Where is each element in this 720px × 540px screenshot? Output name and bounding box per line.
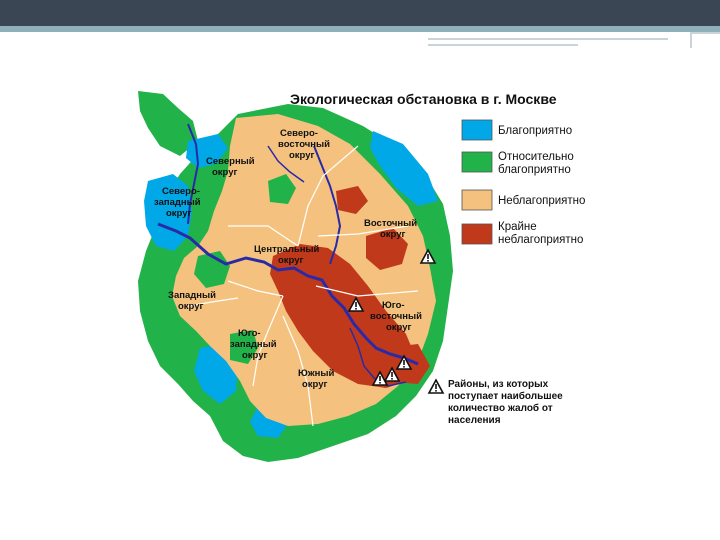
legend-label-relatively-favorable: Относительно благоприятно <box>498 151 574 176</box>
map-canvas <box>118 86 618 466</box>
warning-triangle-icon <box>429 380 443 393</box>
legend-swatch-favorable <box>462 120 492 140</box>
district-label-severny: Северный округ <box>206 156 255 178</box>
decorative-line <box>428 44 578 46</box>
district-label-centralny: Центральный округ <box>254 244 320 266</box>
district-label-severo-zapadny: Северо- западный округ <box>154 186 201 219</box>
district-label-yuzhny: Южный округ <box>298 368 335 390</box>
district-label-severo-vostochny: Северо- восточный округ <box>278 128 330 161</box>
complaints-note: Районы, из которых поступает наибольшее количество жалоб от населения <box>448 379 563 426</box>
district-label-yugo-zapadny: Юго- западный округ <box>230 328 277 361</box>
map-title: Экологическая обстановка в г. Москве <box>290 91 557 107</box>
district-label-vostochny: Восточный округ <box>364 218 418 240</box>
legend-swatch-relatively-favorable <box>462 152 492 172</box>
district-label-yugo-vostochny: Юго- восточный округ <box>370 300 422 333</box>
slide-header-stripe <box>0 26 720 32</box>
map-legend <box>462 120 585 246</box>
decorative-line <box>428 38 668 40</box>
legend-swatch-extremely-unfavorable <box>462 224 492 244</box>
ecology-map <box>118 86 618 466</box>
decorative-corner <box>690 32 720 48</box>
district-label-zapadny: Западный округ <box>168 290 216 312</box>
legend-label-extremely-unfavorable: Крайне неблагоприятно <box>498 221 584 246</box>
legend-label-unfavorable: Неблагоприятно <box>498 195 586 207</box>
legend-swatch-unfavorable <box>462 190 492 210</box>
slide-header-bar <box>0 0 720 26</box>
legend-label-favorable: Благоприятно <box>498 125 573 137</box>
